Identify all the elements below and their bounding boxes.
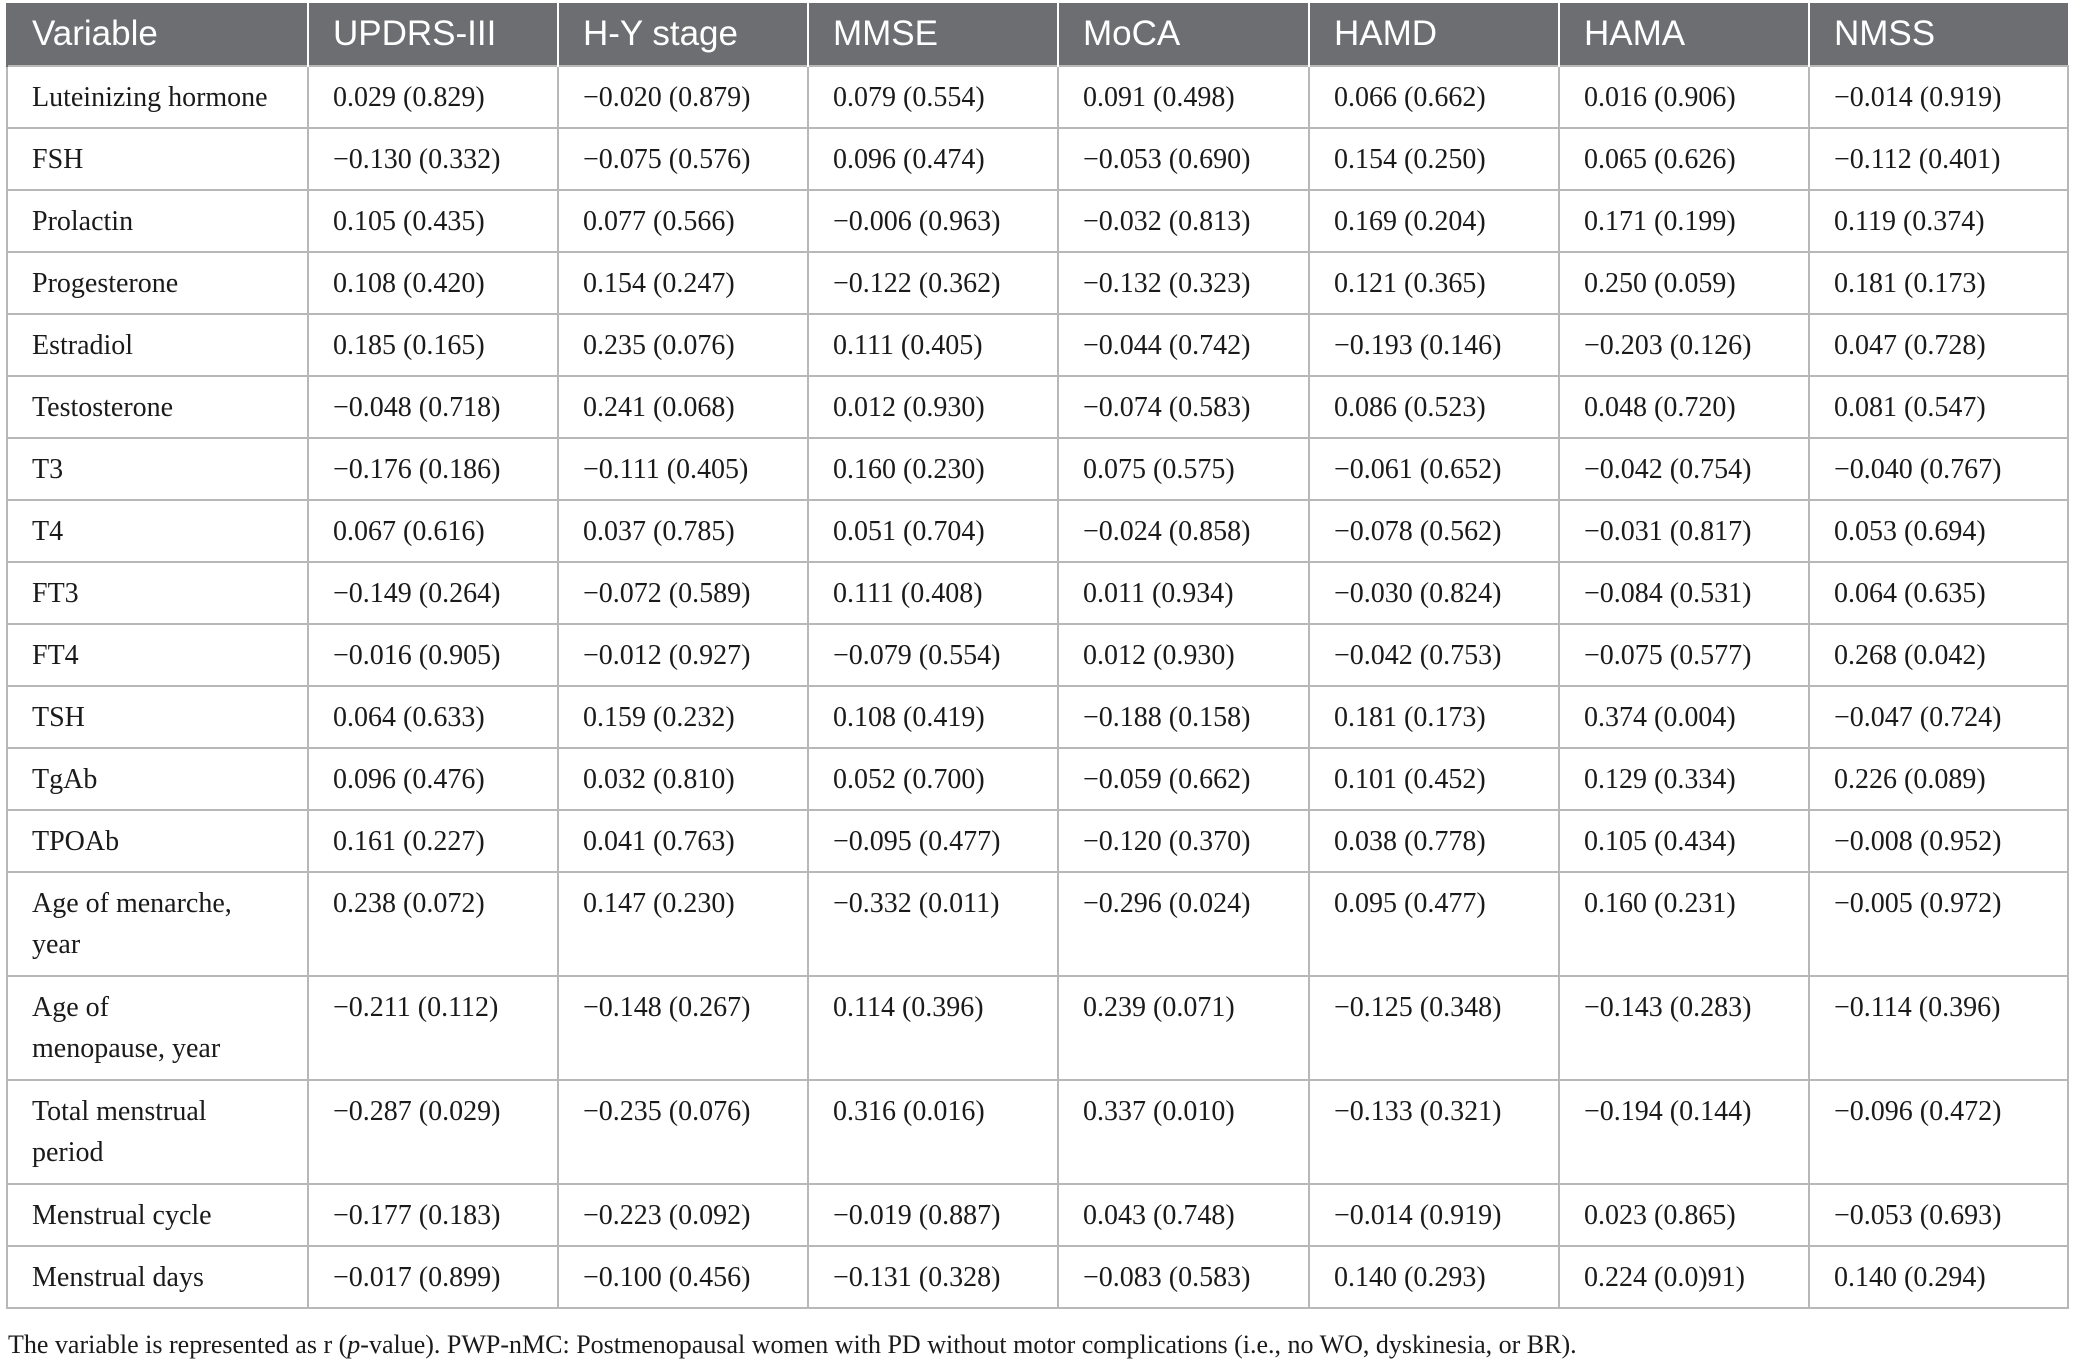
value-cell: −0.131 (0.328) <box>808 1246 1058 1308</box>
value-cell: −0.059 (0.662) <box>1058 748 1309 810</box>
table-row <box>7 376 2068 438</box>
value-cell: 0.147 (0.230) <box>558 872 808 976</box>
value-cell: −0.176 (0.186) <box>308 438 558 500</box>
variable-cell: Luteinizing hormone <box>7 66 308 128</box>
value-cell: 0.119 (0.374) <box>1809 190 2068 252</box>
value-cell: −0.287 (0.029) <box>308 1080 558 1184</box>
value-cell: −0.133 (0.321) <box>1309 1080 1559 1184</box>
value-cell: −0.047 (0.724) <box>1809 686 2068 748</box>
value-cell: 0.154 (0.250) <box>1309 128 1559 190</box>
value-cell: 0.096 (0.476) <box>308 748 558 810</box>
value-cell: 0.239 (0.071) <box>1058 976 1309 1080</box>
value-cell: 0.160 (0.231) <box>1559 872 1809 976</box>
table-row <box>7 252 2068 314</box>
value-cell: 0.374 (0.004) <box>1559 686 1809 748</box>
header-cell-hy-stage: H-Y stage <box>558 3 808 66</box>
value-cell: 0.086 (0.523) <box>1309 376 1559 438</box>
table-row <box>7 438 2068 500</box>
value-cell: 0.337 (0.010) <box>1058 1080 1309 1184</box>
value-cell: −0.017 (0.899) <box>308 1246 558 1308</box>
value-cell: −0.019 (0.887) <box>808 1184 1058 1246</box>
footnote-p-italic: p <box>347 1330 361 1359</box>
value-cell: 0.268 (0.042) <box>1809 624 2068 686</box>
value-cell: 0.079 (0.554) <box>808 66 1058 128</box>
value-cell: 0.181 (0.173) <box>1809 252 2068 314</box>
header-cell-moca: MoCA <box>1058 3 1309 66</box>
value-cell: −0.211 (0.112) <box>308 976 558 1080</box>
value-cell: 0.185 (0.165) <box>308 314 558 376</box>
header-row <box>7 3 2068 66</box>
value-cell: 0.114 (0.396) <box>808 976 1058 1080</box>
value-cell: 0.160 (0.230) <box>808 438 1058 500</box>
variable-cell: TPOAb <box>7 810 308 872</box>
value-cell: 0.064 (0.633) <box>308 686 558 748</box>
value-cell: 0.037 (0.785) <box>558 500 808 562</box>
value-cell: 0.067 (0.616) <box>308 500 558 562</box>
value-cell: −0.032 (0.813) <box>1058 190 1309 252</box>
variable-cell: Age of menarche, year <box>7 872 308 976</box>
value-cell: −0.114 (0.396) <box>1809 976 2068 1080</box>
value-cell: −0.096 (0.472) <box>1809 1080 2068 1184</box>
value-cell: 0.038 (0.778) <box>1309 810 1559 872</box>
value-cell: −0.042 (0.753) <box>1309 624 1559 686</box>
value-cell: 0.108 (0.419) <box>808 686 1058 748</box>
value-cell: 0.075 (0.575) <box>1058 438 1309 500</box>
value-cell: 0.169 (0.204) <box>1309 190 1559 252</box>
value-cell: 0.091 (0.498) <box>1058 66 1309 128</box>
value-cell: 0.096 (0.474) <box>808 128 1058 190</box>
header-cell-variable: Variable <box>7 3 308 66</box>
value-cell: −0.193 (0.146) <box>1309 314 1559 376</box>
value-cell: −0.042 (0.754) <box>1559 438 1809 500</box>
value-cell: 0.121 (0.365) <box>1309 252 1559 314</box>
variable-cell: Menstrual cycle <box>7 1184 308 1246</box>
value-cell: 0.066 (0.662) <box>1309 66 1559 128</box>
value-cell: −0.125 (0.348) <box>1309 976 1559 1080</box>
value-cell: −0.031 (0.817) <box>1559 500 1809 562</box>
value-cell: 0.043 (0.748) <box>1058 1184 1309 1246</box>
header-cell-mmse: MMSE <box>808 3 1058 66</box>
value-cell: 0.041 (0.763) <box>558 810 808 872</box>
value-cell: −0.332 (0.011) <box>808 872 1058 976</box>
value-cell: 0.226 (0.089) <box>1809 748 2068 810</box>
value-cell: −0.014 (0.919) <box>1809 66 2068 128</box>
value-cell: 0.105 (0.435) <box>308 190 558 252</box>
variable-cell: TSH <box>7 686 308 748</box>
value-cell: 0.181 (0.173) <box>1309 686 1559 748</box>
value-cell: −0.296 (0.024) <box>1058 872 1309 976</box>
correlation-table-container <box>6 3 2067 1309</box>
value-cell: −0.079 (0.554) <box>808 624 1058 686</box>
value-cell: −0.078 (0.562) <box>1309 500 1559 562</box>
header-cell-updrs-iii: UPDRS-III <box>308 3 558 66</box>
value-cell: 0.065 (0.626) <box>1559 128 1809 190</box>
value-cell: −0.072 (0.589) <box>558 562 808 624</box>
table-row <box>7 1246 2068 1308</box>
value-cell: 0.108 (0.420) <box>308 252 558 314</box>
value-cell: −0.061 (0.652) <box>1309 438 1559 500</box>
table-row <box>7 976 2068 1080</box>
value-cell: 0.048 (0.720) <box>1559 376 1809 438</box>
value-cell: 0.012 (0.930) <box>808 376 1058 438</box>
value-cell: 0.081 (0.547) <box>1809 376 2068 438</box>
value-cell: −0.074 (0.583) <box>1058 376 1309 438</box>
value-cell: −0.149 (0.264) <box>308 562 558 624</box>
header-cell-hamd: HAMD <box>1309 3 1559 66</box>
variable-cell: TgAb <box>7 748 308 810</box>
variable-cell: Progesterone <box>7 252 308 314</box>
value-cell: 0.029 (0.829) <box>308 66 558 128</box>
value-cell: −0.075 (0.576) <box>558 128 808 190</box>
value-cell: −0.008 (0.952) <box>1809 810 2068 872</box>
table-row <box>7 624 2068 686</box>
table-row <box>7 66 2068 128</box>
value-cell: 0.159 (0.232) <box>558 686 808 748</box>
value-cell: 0.095 (0.477) <box>1309 872 1559 976</box>
table-row <box>7 500 2068 562</box>
table-row <box>7 562 2068 624</box>
value-cell: −0.044 (0.742) <box>1058 314 1309 376</box>
value-cell: −0.188 (0.158) <box>1058 686 1309 748</box>
variable-cell: FSH <box>7 128 308 190</box>
value-cell: −0.005 (0.972) <box>1809 872 2068 976</box>
value-cell: −0.075 (0.577) <box>1559 624 1809 686</box>
variable-cell: Menstrual days <box>7 1246 308 1308</box>
footnote-text-2: -value). PWP-nMC: Postmenopausal women with PD without motor complications (i.e., no WO, dyskinesia, or BR). <box>360 1330 1577 1359</box>
value-cell: 0.241 (0.068) <box>558 376 808 438</box>
table-row <box>7 128 2068 190</box>
value-cell: −0.194 (0.144) <box>1559 1080 1809 1184</box>
table-footnote <box>8 1330 1577 1360</box>
value-cell: −0.084 (0.531) <box>1559 562 1809 624</box>
value-cell: −0.235 (0.076) <box>558 1080 808 1184</box>
value-cell: −0.223 (0.092) <box>558 1184 808 1246</box>
variable-cell: Total menstrual period <box>7 1080 308 1184</box>
value-cell: 0.011 (0.934) <box>1058 562 1309 624</box>
variable-cell: Estradiol <box>7 314 308 376</box>
value-cell: 0.012 (0.930) <box>1058 624 1309 686</box>
header-cell-nmss: NMSS <box>1809 3 2068 66</box>
value-cell: −0.148 (0.267) <box>558 976 808 1080</box>
variable-cell: Prolactin <box>7 190 308 252</box>
table-row <box>7 190 2068 252</box>
value-cell: −0.016 (0.905) <box>308 624 558 686</box>
value-cell: 0.154 (0.247) <box>558 252 808 314</box>
value-cell: −0.024 (0.858) <box>1058 500 1309 562</box>
variable-cell: T4 <box>7 500 308 562</box>
value-cell: 0.023 (0.865) <box>1559 1184 1809 1246</box>
value-cell: 0.235 (0.076) <box>558 314 808 376</box>
value-cell: −0.053 (0.693) <box>1809 1184 2068 1246</box>
table-body <box>7 66 2068 1308</box>
value-cell: 0.250 (0.059) <box>1559 252 1809 314</box>
value-cell: −0.120 (0.370) <box>1058 810 1309 872</box>
value-cell: 0.053 (0.694) <box>1809 500 2068 562</box>
table-header <box>7 3 2068 66</box>
table-row <box>7 1080 2068 1184</box>
value-cell: 0.051 (0.704) <box>808 500 1058 562</box>
value-cell: 0.140 (0.294) <box>1809 1246 2068 1308</box>
value-cell: 0.161 (0.227) <box>308 810 558 872</box>
value-cell: −0.143 (0.283) <box>1559 976 1809 1080</box>
value-cell: 0.111 (0.405) <box>808 314 1058 376</box>
value-cell: 0.052 (0.700) <box>808 748 1058 810</box>
value-cell: −0.122 (0.362) <box>808 252 1058 314</box>
table-row <box>7 314 2068 376</box>
variable-cell: FT4 <box>7 624 308 686</box>
value-cell: −0.177 (0.183) <box>308 1184 558 1246</box>
correlation-table <box>6 3 2069 1309</box>
value-cell: −0.030 (0.824) <box>1309 562 1559 624</box>
value-cell: −0.006 (0.963) <box>808 190 1058 252</box>
value-cell: 0.171 (0.199) <box>1559 190 1809 252</box>
value-cell: −0.203 (0.126) <box>1559 314 1809 376</box>
table-row <box>7 1184 2068 1246</box>
value-cell: −0.040 (0.767) <box>1809 438 2068 500</box>
value-cell: 0.105 (0.434) <box>1559 810 1809 872</box>
table-row <box>7 686 2068 748</box>
value-cell: −0.095 (0.477) <box>808 810 1058 872</box>
variable-cell: T3 <box>7 438 308 500</box>
value-cell: −0.020 (0.879) <box>558 66 808 128</box>
value-cell: −0.132 (0.323) <box>1058 252 1309 314</box>
variable-cell: FT3 <box>7 562 308 624</box>
value-cell: −0.012 (0.927) <box>558 624 808 686</box>
value-cell: −0.048 (0.718) <box>308 376 558 438</box>
value-cell: −0.014 (0.919) <box>1309 1184 1559 1246</box>
value-cell: −0.053 (0.690) <box>1058 128 1309 190</box>
value-cell: 0.032 (0.810) <box>558 748 808 810</box>
table-row <box>7 748 2068 810</box>
table-row <box>7 872 2068 976</box>
value-cell: 0.140 (0.293) <box>1309 1246 1559 1308</box>
value-cell: −0.083 (0.583) <box>1058 1246 1309 1308</box>
value-cell: 0.077 (0.566) <box>558 190 808 252</box>
variable-cell: Age of menopause, year <box>7 976 308 1080</box>
value-cell: 0.129 (0.334) <box>1559 748 1809 810</box>
value-cell: 0.047 (0.728) <box>1809 314 2068 376</box>
value-cell: −0.112 (0.401) <box>1809 128 2068 190</box>
value-cell: 0.016 (0.906) <box>1559 66 1809 128</box>
value-cell: 0.316 (0.016) <box>808 1080 1058 1184</box>
value-cell: 0.064 (0.635) <box>1809 562 2068 624</box>
value-cell: −0.130 (0.332) <box>308 128 558 190</box>
header-cell-hama: HAMA <box>1559 3 1809 66</box>
value-cell: −0.100 (0.456) <box>558 1246 808 1308</box>
footnote-text-1: The variable is represented as r ( <box>8 1330 348 1359</box>
variable-cell: Testosterone <box>7 376 308 438</box>
value-cell: 0.101 (0.452) <box>1309 748 1559 810</box>
value-cell: 0.224 (0.0)91) <box>1559 1246 1809 1308</box>
value-cell: 0.111 (0.408) <box>808 562 1058 624</box>
value-cell: −0.111 (0.405) <box>558 438 808 500</box>
value-cell: 0.238 (0.072) <box>308 872 558 976</box>
table-row <box>7 810 2068 872</box>
